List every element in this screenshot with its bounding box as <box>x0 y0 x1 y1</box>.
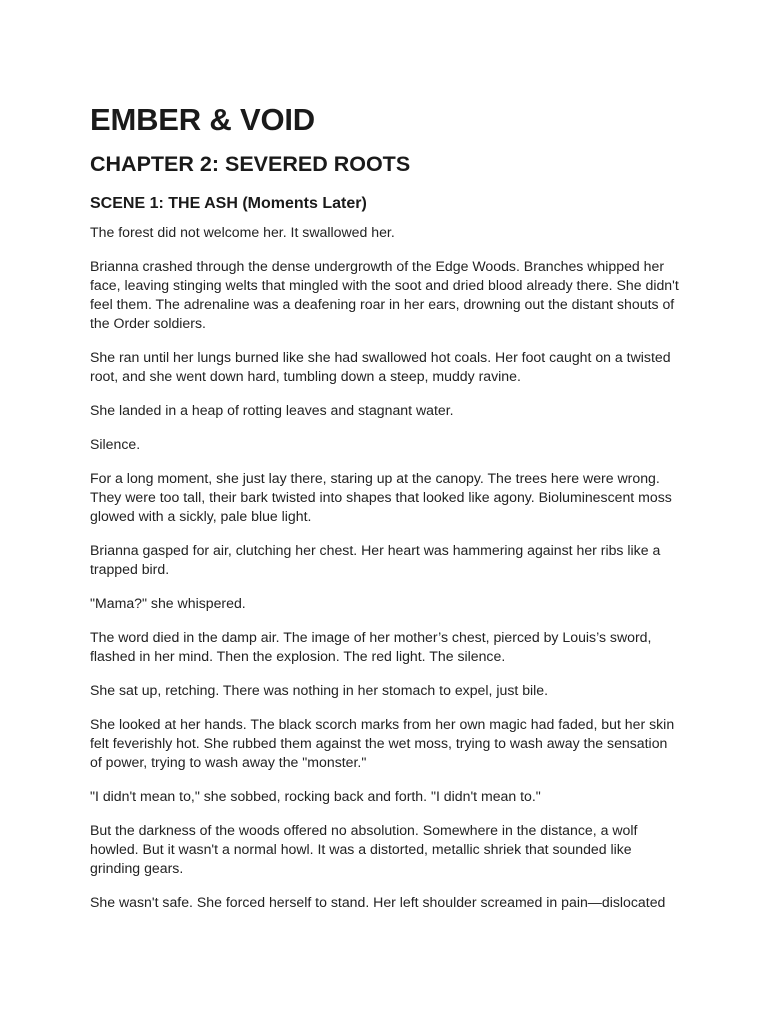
chapter-title: CHAPTER 2: SEVERED ROOTS <box>90 152 411 176</box>
paragraph: She ran until her lungs burned like she had swallowed hot coals. Her foot caught on a twisted root, and she went down hard, tumbling down a steep, muddy ravine. <box>90 349 671 384</box>
paragraph: Silence. <box>90 436 141 452</box>
paragraph: Brianna gasped for air, clutching her chest. Her heart was hammering against her ribs like a trapped bird. <box>90 542 661 577</box>
paragraph: Brianna crashed through the dense undergrowth of the Edge Woods. Branches whipped her face, leaving stinging welts that mingled with the soot and dried blood already there. She didn't feel them. The adrenaline was a deafening roar in her ears, drowning out the distant shouts of the Order soldiers. <box>90 258 679 331</box>
paragraph: But the darkness of the woods offered no absolution. Somewhere in the distance, a wolf howled. But it wasn't a normal howl. It was a distorted, metallic shriek that sounded like grinding gears. <box>90 822 638 876</box>
paragraph: She looked at her hands. The black scorch marks from her own magic had faded, but her skin felt feverishly hot. She rubbed them against the wet moss, trying to wash away the sensation of power, trying to wash away the "monster." <box>90 716 675 770</box>
scene-title: SCENE 1: THE ASH (Moments Later) <box>90 195 367 212</box>
paragraph: "I didn't mean to," she sobbed, rocking back and forth. "I didn't mean to." <box>90 788 541 804</box>
document-page <box>90 100 680 927</box>
paragraph: "Mama?" she whispered. <box>90 595 246 611</box>
paragraph: The forest did not welcome her. It swallowed her. <box>90 224 395 240</box>
paragraph: She wasn't safe. She forced herself to stand. Her left shoulder screamed in pain—dislocated <box>90 894 666 910</box>
book-title: EMBER & VOID <box>90 102 315 137</box>
paragraph: She landed in a heap of rotting leaves and stagnant water. <box>90 402 454 418</box>
paragraph: The word died in the damp air. The image of her mother’s chest, pierced by Louis’s sword, flashed in her mind. Then the explosion. The red light. The silence. <box>90 629 652 664</box>
paragraph: For a long moment, she just lay there, staring up at the canopy. The trees here were wrong. They were too tall, their bark twisted into shapes that looked like agony. Bioluminescent moss glowed with a sickly, pale blue light. <box>90 470 672 524</box>
paragraph: She sat up, retching. There was nothing in her stomach to expel, just bile. <box>90 682 549 698</box>
